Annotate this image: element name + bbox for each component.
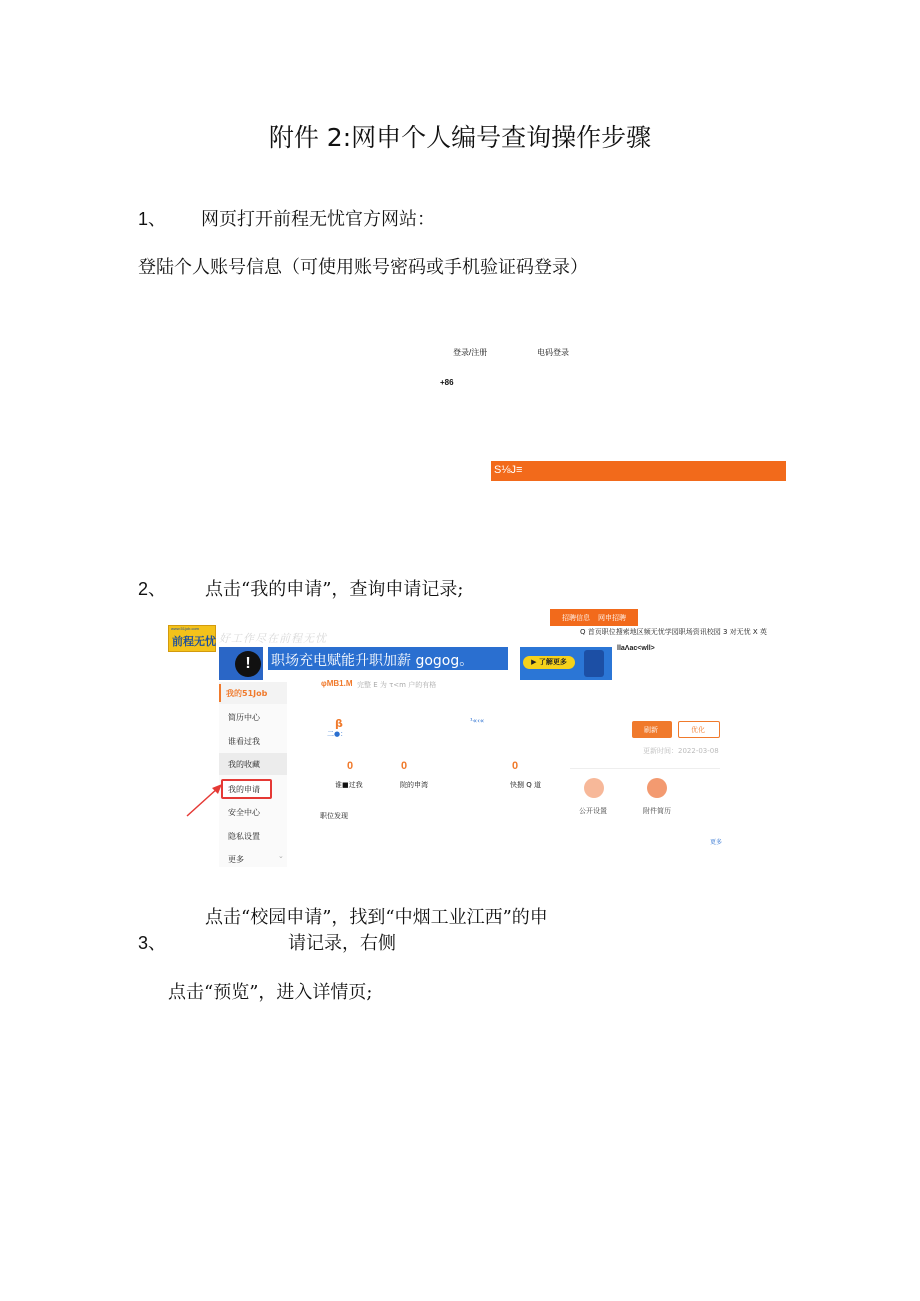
small-mark: 二●： [327,730,348,738]
banner[interactable] [268,647,508,670]
small-mark-right: ¹«‹« [470,717,485,725]
more-link[interactable]: 更多 [710,839,723,846]
public-settings-label: 公开设置 [579,807,607,815]
login-submit-button[interactable] [491,461,786,481]
stat-value-viewers[interactable]: 0 [347,760,354,772]
top-nav[interactable]: Q 首页职位搜索地区频无忧学园职场资讯校园 3 对无忧 X 英 [580,628,767,636]
sidebar-active-marker [219,684,221,702]
step2-number: 2、 [138,579,167,599]
step2-text: 点击“我的申请”，查询申请记录; [205,579,464,600]
update-time: 更新时间：2022-03-08 [643,747,719,755]
public-settings-icon[interactable] [584,778,604,798]
job-discovery: 职位发现 [320,812,348,820]
sidebar-item-applications[interactable]: 我的申请 [228,785,260,794]
slogan: 好工作尽在前程无忧 [219,632,327,645]
refresh-label: 刷新 [644,726,658,734]
optimize-button[interactable] [678,721,720,738]
stat-value-applications[interactable]: 0 [401,760,408,772]
stat-label-viewers: 谁■过我 [335,781,363,789]
stat-label-channel: 快捌 Q 道 [510,781,541,789]
profile-hint: 完整 E 为 τ<m 户的有格 [357,681,437,689]
profile-line: φMB1.M [321,679,353,688]
attachment-resume-icon[interactable] [647,778,667,798]
sidebar-item-privacy[interactable]: 隐私设置 [228,832,260,841]
step1-subtext: 登陆个人账号信息（可使用账号密码或手机验证码登录） [138,257,588,278]
stat-label-applications: 院的申湾 [400,781,428,789]
top-tab-recruit[interactable]: 招聘信息 [562,614,590,622]
alert-icon: ! [235,651,261,677]
divider [570,768,720,769]
phone-illustration-icon [584,650,604,677]
logo[interactable] [168,625,216,652]
sidebar-item-resume[interactable]: 简历中心 [228,713,260,722]
chevron-down-icon: ⌄ [278,852,284,860]
step3-line2: 请记录，右侧 [288,933,396,954]
step3-line1: 点击“校园申请”，找到“中烟工业江西”的申 [205,907,548,928]
logo-url: www.51job.com [171,626,200,631]
attachment-resume-label: 附件简历 [643,807,671,815]
login-tab-register[interactable]: 登录/注册 [453,348,488,357]
step3-number: 3、 [138,933,167,953]
phone-prefix[interactable]: +86 [440,378,454,387]
login-submit-label: S⅛J≡ [494,464,523,476]
optimize-label: 优化 [691,726,705,734]
banner-text: 职场充电赋能升职加薪 gogog。 [271,653,474,669]
step3-line3: 点击“预览”，进入详情页; [168,982,373,1003]
learn-more-button[interactable]: ▶ 了解更多 [523,656,575,669]
sidebar-item-more[interactable]: 更多 [228,855,244,864]
banner-left [219,647,263,680]
sidebar-title[interactable]: 我的51Job [226,689,268,698]
sidebar-item-security[interactable]: 安全中心 [228,808,260,817]
beta-mark: β [335,717,343,730]
logo-text: 前程无忧 [172,635,216,648]
login-tab-sms[interactable]: 电码登录 [537,348,569,357]
refresh-button[interactable] [632,721,672,738]
step1-number: 1、 [138,209,167,229]
stat-value-channel[interactable]: 0 [512,760,519,772]
top-tab-online[interactable]: 网申招聘 [598,614,626,622]
sidebar-item-viewers[interactable]: 谁看过我 [228,737,260,746]
page-title: 附件 2:网申个人编号查询操作步骤 [268,123,652,152]
step1-text: 网页打开前程无忧官方网站： [201,209,435,230]
banner-right [520,647,612,680]
red-arrow-icon [184,780,226,820]
nav-sub: llaΛac<wll> [617,645,655,652]
sidebar-item-favorites[interactable]: 我的收藏 [228,760,260,769]
